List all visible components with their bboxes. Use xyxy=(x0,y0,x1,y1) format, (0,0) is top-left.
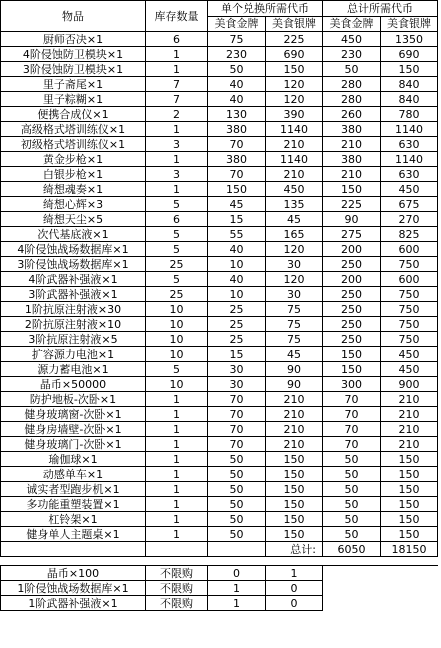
table-row xyxy=(1,62,438,77)
total-gold-cell[interactable]: 260 xyxy=(323,107,381,122)
total-gold-cell[interactable]: 250 xyxy=(323,257,381,272)
table-row xyxy=(1,92,438,107)
unit-gold-cell[interactable]: 70 xyxy=(208,437,266,452)
item-name-cell[interactable]: 白银步枪×1 xyxy=(1,167,146,182)
stock-cell[interactable]: 10 xyxy=(146,302,208,317)
unit-gold-cell[interactable]: 40 xyxy=(208,242,266,257)
table-row xyxy=(1,527,438,542)
total-gold-cell[interactable]: 280 xyxy=(323,77,381,92)
unit-silver-cell[interactable]: 150 xyxy=(266,497,323,512)
stock-cell[interactable]: 5 xyxy=(146,227,208,242)
total-silver-cell[interactable]: 150 xyxy=(381,62,438,77)
unit-gold-cell[interactable]: 25 xyxy=(208,332,266,347)
spacer-cell xyxy=(208,557,266,566)
stock-cell[interactable]: 7 xyxy=(146,77,208,92)
total-silver-cell[interactable]: 780 xyxy=(381,107,438,122)
unit-gold-cell[interactable]: 30 xyxy=(208,377,266,392)
total-silver-cell[interactable]: 900 xyxy=(381,377,438,392)
item-name-cell[interactable]: 里子粽糊×1 xyxy=(1,92,146,107)
total-gold-cell[interactable]: 90 xyxy=(323,212,381,227)
stock-cell[interactable]: 5 xyxy=(146,272,208,287)
unit-silver-cell[interactable]: 0 xyxy=(266,596,323,611)
item-name-cell[interactable]: 3阶侵蚀防卫模块×1 xyxy=(1,62,146,77)
total-silver-cell[interactable]: 630 xyxy=(381,137,438,152)
stock-cell[interactable]: 10 xyxy=(146,347,208,362)
item-name-cell[interactable]: 绮想魂奏×1 xyxy=(1,182,146,197)
total-gold-cell[interactable]: 50 xyxy=(323,62,381,77)
unit-gold-cell[interactable]: 55 xyxy=(208,227,266,242)
total-gold-cell[interactable]: 70 xyxy=(323,422,381,437)
unlimited-row xyxy=(1,581,438,596)
unit-gold-cell[interactable]: 50 xyxy=(208,452,266,467)
unit-silver-cell[interactable]: 165 xyxy=(266,227,323,242)
stock-cell[interactable]: 5 xyxy=(146,197,208,212)
total-gold-cell[interactable]: 380 xyxy=(323,122,381,137)
table-row xyxy=(1,167,438,182)
unit-silver-cell[interactable]: 210 xyxy=(266,167,323,182)
table-row xyxy=(1,467,438,482)
unit-silver-cell[interactable]: 75 xyxy=(266,332,323,347)
total-silver-cell[interactable]: 150 xyxy=(381,467,438,482)
table-row xyxy=(1,407,438,422)
stock-cell[interactable]: 25 xyxy=(146,257,208,272)
item-name-cell[interactable]: 次代基底液×1 xyxy=(1,227,146,242)
total-gold-cell[interactable]: 150 xyxy=(323,362,381,377)
total-gold-cell[interactable]: 50 xyxy=(323,467,381,482)
stock-cell[interactable]: 5 xyxy=(146,362,208,377)
unit-gold-cell[interactable]: 40 xyxy=(208,92,266,107)
unit-silver-cell[interactable]: 210 xyxy=(266,422,323,437)
unit-gold-cell[interactable]: 130 xyxy=(208,107,266,122)
unit-gold-cell[interactable]: 1 xyxy=(208,596,266,611)
empty-cell xyxy=(381,596,438,611)
unit-silver-cell[interactable]: 210 xyxy=(266,407,323,422)
header-row-1 xyxy=(1,1,438,17)
stock-cell[interactable]: 6 xyxy=(146,212,208,227)
item-name-cell[interactable]: 绮想天尘×5 xyxy=(1,212,146,227)
stock-cell[interactable]: 1 xyxy=(146,182,208,197)
total-silver-cell[interactable]: 450 xyxy=(381,362,438,377)
table-row xyxy=(1,212,438,227)
item-name-cell[interactable]: 晶币×50000 xyxy=(1,377,146,392)
stock-cell[interactable]: 1 xyxy=(146,467,208,482)
item-name-cell[interactable]: 4阶武器补强液×1 xyxy=(1,272,146,287)
item-name-cell[interactable]: 瑜伽球×1 xyxy=(1,452,146,467)
table-row xyxy=(1,287,438,302)
table-row xyxy=(1,302,438,317)
unit-gold-cell[interactable]: 70 xyxy=(208,167,266,182)
unit-gold-cell[interactable]: 50 xyxy=(208,467,266,482)
stock-cell[interactable]: 10 xyxy=(146,317,208,332)
stock-cell[interactable]: 1 xyxy=(146,422,208,437)
item-name-cell[interactable]: 3阶抗原注射液×5 xyxy=(1,332,146,347)
table-row xyxy=(1,422,438,437)
stock-cell[interactable]: 1 xyxy=(146,122,208,137)
stock-cell[interactable]: 10 xyxy=(146,377,208,392)
table-row xyxy=(1,197,438,212)
empty-cell[interactable] xyxy=(146,542,208,557)
item-name-cell[interactable]: 绮想心辉×3 xyxy=(1,197,146,212)
item-name-cell[interactable]: 扩容源力电池×1 xyxy=(1,347,146,362)
total-silver-cell[interactable]: 270 xyxy=(381,212,438,227)
unit-silver-cell[interactable]: 30 xyxy=(266,257,323,272)
unlimited-row xyxy=(1,596,438,611)
stock-cell[interactable]: 不限购 xyxy=(146,596,208,611)
unit-gold-cell[interactable]: 150 xyxy=(208,182,266,197)
total-gold-cell[interactable]: 380 xyxy=(323,152,381,167)
total-gold-cell[interactable]: 210 xyxy=(323,137,381,152)
total-silver-cell[interactable]: 1140 xyxy=(381,122,438,137)
unit-silver-cell[interactable]: 450 xyxy=(266,182,323,197)
item-name-cell[interactable]: 健身单人主题桌×1 xyxy=(1,527,146,542)
header-total-gold[interactable]: 美食金牌 xyxy=(323,16,381,32)
total-silver-cell[interactable]: 210 xyxy=(381,407,438,422)
stock-cell[interactable]: 3 xyxy=(146,167,208,182)
total-row xyxy=(1,542,438,557)
total-silver-cell[interactable]: 18150 xyxy=(381,542,438,557)
unit-gold-cell[interactable]: 10 xyxy=(208,287,266,302)
unit-gold-cell[interactable]: 0 xyxy=(208,566,266,581)
total-silver-cell[interactable]: 1140 xyxy=(381,152,438,167)
stock-cell[interactable]: 1 xyxy=(146,497,208,512)
unit-gold-cell[interactable]: 50 xyxy=(208,512,266,527)
total-gold-cell[interactable]: 70 xyxy=(323,392,381,407)
total-silver-cell[interactable]: 750 xyxy=(381,302,438,317)
header-total-silver[interactable]: 美食银牌 xyxy=(381,16,438,32)
item-name-cell[interactable]: 3阶侵蚀战场数据库×1 xyxy=(1,257,146,272)
unit-gold-cell[interactable]: 1 xyxy=(208,581,266,596)
item-name-cell[interactable]: 健身房墙壁-次卧×1 xyxy=(1,422,146,437)
unit-gold-cell[interactable]: 40 xyxy=(208,77,266,92)
total-silver-cell[interactable]: 150 xyxy=(381,512,438,527)
table-row xyxy=(1,227,438,242)
stock-cell[interactable]: 25 xyxy=(146,287,208,302)
empty-cell xyxy=(323,596,381,611)
unit-gold-cell[interactable]: 230 xyxy=(208,47,266,62)
unit-gold-cell[interactable]: 50 xyxy=(208,62,266,77)
unit-silver-cell[interactable]: 150 xyxy=(266,482,323,497)
empty-cell[interactable] xyxy=(208,542,266,557)
item-name-cell[interactable]: 健身玻璃窗-次卧×1 xyxy=(1,407,146,422)
total-silver-cell[interactable]: 150 xyxy=(381,452,438,467)
total-silver-cell[interactable]: 840 xyxy=(381,77,438,92)
total-silver-cell[interactable]: 210 xyxy=(381,422,438,437)
unit-gold-cell[interactable]: 40 xyxy=(208,272,266,287)
unit-gold-cell[interactable]: 10 xyxy=(208,257,266,272)
unit-gold-cell[interactable]: 45 xyxy=(208,197,266,212)
table-row xyxy=(1,272,438,287)
table-row xyxy=(1,152,438,167)
spacer-row xyxy=(1,557,438,566)
table-row xyxy=(1,77,438,92)
total-gold-cell[interactable]: 50 xyxy=(323,512,381,527)
unit-silver-cell[interactable]: 135 xyxy=(266,197,323,212)
stock-cell[interactable]: 1 xyxy=(146,392,208,407)
total-silver-cell[interactable]: 600 xyxy=(381,272,438,287)
unit-gold-cell[interactable]: 380 xyxy=(208,152,266,167)
unit-silver-cell[interactable]: 90 xyxy=(266,377,323,392)
header-stock[interactable]: 库存数量 xyxy=(146,1,208,32)
table-row xyxy=(1,512,438,527)
total-gold-cell[interactable]: 230 xyxy=(323,47,381,62)
unit-silver-cell[interactable]: 150 xyxy=(266,452,323,467)
table-row xyxy=(1,182,438,197)
item-name-cell[interactable]: 源力蓄电池×1 xyxy=(1,362,146,377)
unit-silver-cell[interactable]: 75 xyxy=(266,317,323,332)
stock-cell[interactable]: 不限购 xyxy=(146,566,208,581)
unit-gold-cell[interactable]: 15 xyxy=(208,212,266,227)
spacer-cell xyxy=(323,557,381,566)
total-gold-cell[interactable]: 150 xyxy=(323,347,381,362)
unit-gold-cell[interactable]: 70 xyxy=(208,392,266,407)
total-silver-cell[interactable]: 210 xyxy=(381,392,438,407)
unit-silver-cell[interactable]: 75 xyxy=(266,302,323,317)
unit-silver-cell[interactable]: 120 xyxy=(266,92,323,107)
total-silver-cell[interactable]: 690 xyxy=(381,47,438,62)
table-row xyxy=(1,362,438,377)
total-gold-cell[interactable]: 250 xyxy=(323,317,381,332)
unit-silver-cell[interactable]: 210 xyxy=(266,392,323,407)
total-gold-cell[interactable]: 225 xyxy=(323,197,381,212)
stock-cell[interactable]: 1 xyxy=(146,47,208,62)
stock-cell[interactable]: 3 xyxy=(146,137,208,152)
total-label[interactable]: 总计: xyxy=(266,542,323,557)
table-row xyxy=(1,32,438,47)
unlimited-row xyxy=(1,566,438,581)
total-silver-cell[interactable]: 150 xyxy=(381,482,438,497)
table-row xyxy=(1,497,438,512)
unit-silver-cell[interactable]: 0 xyxy=(266,581,323,596)
item-name-cell[interactable]: 便携合成仪×1 xyxy=(1,107,146,122)
total-silver-cell[interactable]: 1350 xyxy=(381,32,438,47)
unit-gold-cell[interactable]: 70 xyxy=(208,137,266,152)
unit-silver-cell[interactable]: 225 xyxy=(266,32,323,47)
empty-cell xyxy=(323,581,381,596)
total-gold-cell[interactable]: 6050 xyxy=(323,542,381,557)
stock-cell[interactable]: 1 xyxy=(146,437,208,452)
item-name-cell[interactable]: 1阶武器补强液×1 xyxy=(1,596,146,611)
table-row xyxy=(1,242,438,257)
unit-silver-cell[interactable]: 90 xyxy=(266,362,323,377)
item-name-cell[interactable]: 初级格式塔训练仪×1 xyxy=(1,137,146,152)
stock-cell[interactable]: 1 xyxy=(146,482,208,497)
unit-silver-cell[interactable]: 120 xyxy=(266,272,323,287)
table-row xyxy=(1,257,438,272)
unit-silver-cell[interactable]: 30 xyxy=(266,287,323,302)
table-row xyxy=(1,107,438,122)
total-gold-cell[interactable]: 280 xyxy=(323,92,381,107)
unit-silver-cell[interactable]: 1 xyxy=(266,566,323,581)
total-gold-cell[interactable]: 50 xyxy=(323,452,381,467)
total-gold-cell[interactable]: 250 xyxy=(323,287,381,302)
item-name-cell[interactable]: 4阶侵蚀战场数据库×1 xyxy=(1,242,146,257)
table-row xyxy=(1,392,438,407)
unit-silver-cell[interactable]: 150 xyxy=(266,467,323,482)
item-name-cell[interactable]: 杠铃架×1 xyxy=(1,512,146,527)
empty-cell xyxy=(381,566,438,581)
stock-cell[interactable]: 7 xyxy=(146,92,208,107)
table-row xyxy=(1,317,438,332)
item-name-cell[interactable]: 多功能重塑装置×1 xyxy=(1,497,146,512)
spacer-cell xyxy=(266,557,323,566)
item-name-cell[interactable]: 健身玻璃门-次卧×1 xyxy=(1,437,146,452)
total-silver-cell[interactable]: 750 xyxy=(381,257,438,272)
unit-silver-cell[interactable]: 45 xyxy=(266,347,323,362)
total-silver-cell[interactable]: 600 xyxy=(381,242,438,257)
total-silver-cell[interactable]: 210 xyxy=(381,437,438,452)
total-silver-cell[interactable]: 750 xyxy=(381,287,438,302)
total-gold-cell[interactable]: 50 xyxy=(323,497,381,512)
unit-gold-cell[interactable]: 75 xyxy=(208,32,266,47)
item-name-cell[interactable]: 里子斋尾×1 xyxy=(1,77,146,92)
total-silver-cell[interactable]: 825 xyxy=(381,227,438,242)
item-name-cell[interactable]: 防护地板-次卧×1 xyxy=(1,392,146,407)
total-silver-cell[interactable]: 450 xyxy=(381,347,438,362)
table-row xyxy=(1,437,438,452)
empty-cell[interactable] xyxy=(1,542,146,557)
total-silver-cell[interactable]: 840 xyxy=(381,92,438,107)
stock-cell[interactable]: 10 xyxy=(146,332,208,347)
unit-silver-cell[interactable]: 210 xyxy=(266,437,323,452)
unit-silver-cell[interactable]: 1140 xyxy=(266,122,323,137)
unit-silver-cell[interactable]: 150 xyxy=(266,512,323,527)
unit-silver-cell[interactable]: 390 xyxy=(266,107,323,122)
total-gold-cell[interactable]: 50 xyxy=(323,482,381,497)
item-name-cell[interactable]: 4阶侵蚀防卫模块×1 xyxy=(1,47,146,62)
spacer-cell xyxy=(146,557,208,566)
stock-cell[interactable]: 1 xyxy=(146,512,208,527)
item-name-cell[interactable]: 高级格式塔训练仪×1 xyxy=(1,122,146,137)
total-silver-cell[interactable]: 675 xyxy=(381,197,438,212)
total-silver-cell[interactable]: 150 xyxy=(381,527,438,542)
unit-silver-cell[interactable]: 210 xyxy=(266,137,323,152)
stock-cell[interactable]: 1 xyxy=(146,527,208,542)
stock-cell[interactable]: 5 xyxy=(146,242,208,257)
header-unit-cost[interactable]: 单个兑换所需代币 xyxy=(208,1,323,17)
unit-gold-cell[interactable]: 50 xyxy=(208,482,266,497)
unit-gold-cell[interactable]: 15 xyxy=(208,347,266,362)
unit-silver-cell[interactable]: 690 xyxy=(266,47,323,62)
empty-cell xyxy=(381,581,438,596)
item-name-cell[interactable]: 厨师否决×1 xyxy=(1,32,146,47)
total-silver-cell[interactable]: 750 xyxy=(381,332,438,347)
stock-cell[interactable]: 1 xyxy=(146,452,208,467)
header-unit-gold[interactable]: 美食金牌 xyxy=(208,16,266,32)
unit-silver-cell[interactable]: 150 xyxy=(266,62,323,77)
stock-cell[interactable]: 1 xyxy=(146,62,208,77)
total-gold-cell[interactable]: 210 xyxy=(323,167,381,182)
table-row xyxy=(1,137,438,152)
item-name-cell[interactable]: 3阶武器补强液×1 xyxy=(1,287,146,302)
unit-gold-cell[interactable]: 30 xyxy=(208,362,266,377)
table-row xyxy=(1,347,438,362)
item-name-cell[interactable]: 动感单车×1 xyxy=(1,467,146,482)
total-silver-cell[interactable]: 450 xyxy=(381,182,438,197)
total-gold-cell[interactable]: 250 xyxy=(323,302,381,317)
table-row xyxy=(1,47,438,62)
table-row xyxy=(1,452,438,467)
total-silver-cell[interactable]: 630 xyxy=(381,167,438,182)
total-gold-cell[interactable]: 200 xyxy=(323,272,381,287)
unit-silver-cell[interactable]: 120 xyxy=(266,77,323,92)
item-name-cell[interactable]: 1阶侵蚀战场数据库×1 xyxy=(1,581,146,596)
table-row xyxy=(1,122,438,137)
unit-silver-cell[interactable]: 45 xyxy=(266,212,323,227)
stock-cell[interactable]: 6 xyxy=(146,32,208,47)
unit-gold-cell[interactable]: 70 xyxy=(208,422,266,437)
stock-cell[interactable]: 2 xyxy=(146,107,208,122)
header-total-cost[interactable]: 总计所需代币 xyxy=(323,1,438,17)
unit-silver-cell[interactable]: 120 xyxy=(266,242,323,257)
unit-gold-cell[interactable]: 70 xyxy=(208,407,266,422)
stock-cell[interactable]: 1 xyxy=(146,152,208,167)
unit-gold-cell[interactable]: 25 xyxy=(208,302,266,317)
unit-gold-cell[interactable]: 380 xyxy=(208,122,266,137)
item-name-cell[interactable]: 1阶抗原注射液×30 xyxy=(1,302,146,317)
spacer-cell xyxy=(1,557,146,566)
table-row xyxy=(1,377,438,392)
unit-gold-cell[interactable]: 25 xyxy=(208,317,266,332)
header-item[interactable]: 物品 xyxy=(1,1,146,32)
total-silver-cell[interactable]: 150 xyxy=(381,497,438,512)
total-gold-cell[interactable]: 70 xyxy=(323,437,381,452)
empty-cell xyxy=(323,566,381,581)
header-unit-silver[interactable]: 美食银牌 xyxy=(266,16,323,32)
item-name-cell[interactable]: 诚实者型跑步机×1 xyxy=(1,482,146,497)
stock-cell[interactable]: 不限购 xyxy=(146,581,208,596)
total-gold-cell[interactable]: 200 xyxy=(323,242,381,257)
total-gold-cell[interactable]: 70 xyxy=(323,407,381,422)
stock-cell[interactable]: 1 xyxy=(146,407,208,422)
spacer-cell xyxy=(381,557,438,566)
unit-silver-cell[interactable]: 1140 xyxy=(266,152,323,167)
total-gold-cell[interactable]: 450 xyxy=(323,32,381,47)
unit-gold-cell[interactable]: 50 xyxy=(208,527,266,542)
item-name-cell[interactable]: 2阶抗原注射液×10 xyxy=(1,317,146,332)
total-gold-cell[interactable]: 300 xyxy=(323,377,381,392)
item-name-cell[interactable]: 晶币×100 xyxy=(1,566,146,581)
item-name-cell[interactable]: 黄金步枪×1 xyxy=(1,152,146,167)
unit-gold-cell[interactable]: 50 xyxy=(208,497,266,512)
table-row xyxy=(1,482,438,497)
total-gold-cell[interactable]: 50 xyxy=(323,527,381,542)
total-gold-cell[interactable]: 275 xyxy=(323,227,381,242)
total-gold-cell[interactable]: 150 xyxy=(323,182,381,197)
total-gold-cell[interactable]: 250 xyxy=(323,332,381,347)
total-silver-cell[interactable]: 750 xyxy=(381,317,438,332)
table-row xyxy=(1,332,438,347)
unit-silver-cell[interactable]: 150 xyxy=(266,527,323,542)
